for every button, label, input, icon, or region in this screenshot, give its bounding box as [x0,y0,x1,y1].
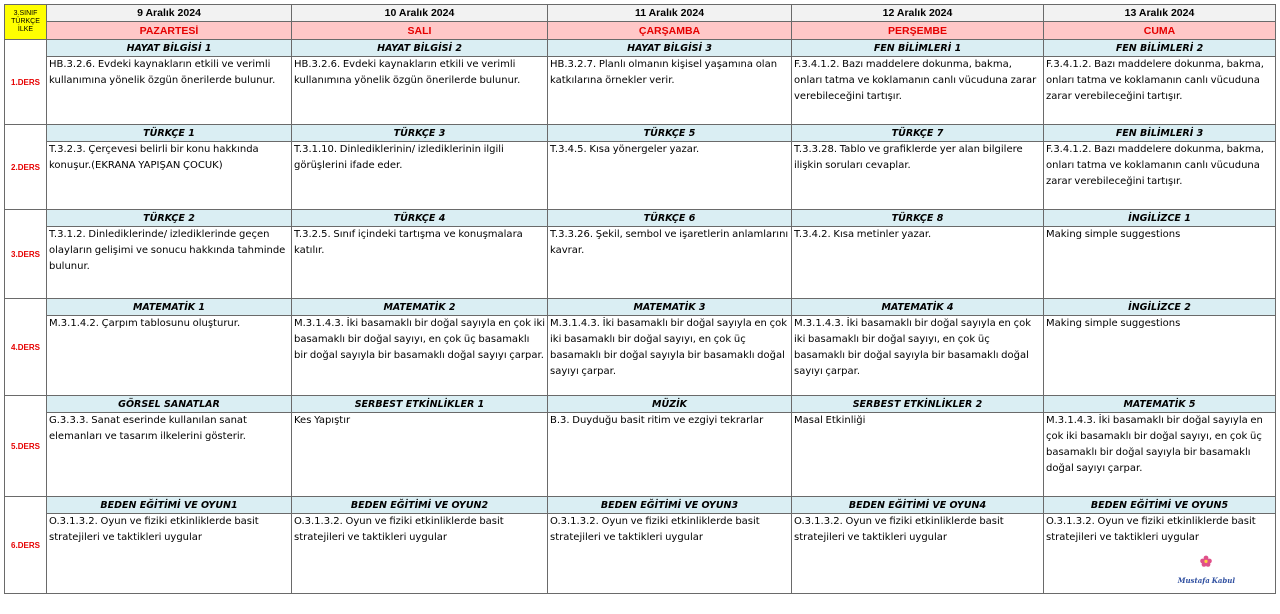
subject-title: SERBEST ETKİNLİKLER 1 [292,396,548,413]
subject-title: MATEMATİK 2 [292,299,548,316]
objective-text: T.3.4.5. Kısa yönergeler yazar. [548,142,792,210]
class-label-line2: TÜRKÇE [11,18,40,25]
date-header-wednesday: 11 Aralık 2024 [548,5,792,22]
objective-text: B.3. Duyduğu basit ritim ve ezgiyi tekrarlar [548,413,792,497]
objective-text: T.3.1.10. Dinlediklerinin/ izlediklerinin ilgili görüşlerini ifade eder. [292,142,548,210]
subject-title: TÜRKÇE 4 [292,210,548,227]
date-header-tuesday: 10 Aralık 2024 [292,5,548,22]
subject-title: FEN BİLİMLERİ 3 [1044,125,1276,142]
date-header-monday: 9 Aralık 2024 [47,5,292,22]
subject-title: MATEMATİK 3 [548,299,792,316]
subject-title: BEDEN EĞİTİMİ VE OYUN3 [548,497,792,514]
subject-title: TÜRKÇE 1 [47,125,292,142]
subject-title: TÜRKÇE 3 [292,125,548,142]
day-name-friday: CUMA [1044,22,1276,40]
subject-title: FEN BİLİMLERİ 2 [1044,40,1276,57]
objective-text: F.3.4.1.2. Bazı maddelere dokunma, bakma, onları tatma ve koklamanın canlı vücuduna zarar verebileceğini tartışır. [792,57,1044,125]
objective-text: M.3.1.4.3. İki basamaklı bir doğal sayıyla en çok iki basamaklı bir doğal sayıyı, en çok üç basamaklı bir doğal sayıyla bir basamaklı doğal sayıyı çarpar. [792,316,1044,396]
day-name-tuesday: SALI [292,22,548,40]
objective-text: G.3.3.3. Sanat eserinde kullanılan sanat elemanları ve tasarım ilkelerini gösterir. [47,413,292,497]
date-header-friday: 13 Aralık 2024 [1044,5,1276,22]
objective-text: O.3.1.3.2. Oyun ve fiziki etkinliklerde basit stratejileri ve taktikleri uygular [548,514,792,594]
subject-title: TÜRKÇE 7 [792,125,1044,142]
subject-title: TÜRKÇE 2 [47,210,292,227]
objective-text: O.3.1.3.2. Oyun ve fiziki etkinliklerde basit stratejileri ve taktikleri uygular [292,514,548,594]
lesson-label: 1.DERS [5,40,47,125]
subject-title: TÜRKÇE 8 [792,210,1044,227]
day-name-wednesday: ÇARŞAMBA [548,22,792,40]
lesson-label: 6.DERS [5,497,47,594]
objective-cell-with-signature [1044,514,1276,594]
objective-text: M.3.1.4.2. Çarpım tablosunu oluşturur. [47,316,292,396]
subject-title: BEDEN EĞİTİMİ VE OYUN4 [792,497,1044,514]
subject-title: MÜZİK [548,396,792,413]
subject-title: BEDEN EĞİTİMİ VE OYUN1 [47,497,292,514]
lesson-label: 5.DERS [5,396,47,497]
objective-text: O.3.1.3.2. Oyun ve fiziki etkinliklerde basit stratejileri ve taktikleri uygular [792,514,1044,594]
objective-text: Masal Etkinliği [792,413,1044,497]
objective-text: M.3.1.4.3. İki basamaklı bir doğal sayıyla en çok iki basamaklı bir doğal sayıyı, en çok üç basamaklı bir doğal sayıyla bir basamaklı doğal sayıyı çarpar. [548,316,792,396]
objective-text: T.3.2.3. Çerçevesi belirli bir konu hakkında konuşur.(EKRANA YAPIŞAN ÇOCUK) [47,142,292,210]
objective-text: O.3.1.3.2. Oyun ve fiziki etkinliklerde basit stratejileri ve taktikleri uygular [1046,516,1256,543]
objective-text: T.3.3.26. Şekil, sembol ve işaretlerin anlamlarını kavrar. [548,227,792,299]
subject-title: BEDEN EĞİTİMİ VE OYUN5 [1044,497,1276,514]
objective-text: T.3.3.28. Tablo ve grafiklerde yer alan bilgilere ilişkin soruları cevaplar. [792,142,1044,210]
day-name-thursday: PERŞEMBE [792,22,1044,40]
objective-text: F.3.4.1.2. Bazı maddelere dokunma, bakma, onları tatma ve koklamanın canlı vücuduna zarar verebileceğini tartışır. [1044,142,1276,210]
objective-text: Making simple suggestions [1044,316,1276,396]
subject-title: İNGİLİZCE 2 [1044,299,1276,316]
subject-title: HAYAT BİLGİSİ 3 [548,40,792,57]
subject-title: MATEMATİK 5 [1044,396,1276,413]
subject-title: MATEMATİK 1 [47,299,292,316]
objective-text: O.3.1.3.2. Oyun ve fiziki etkinliklerde basit stratejileri ve taktikleri uygular [47,514,292,594]
flower-icon [1199,555,1213,567]
date-header-thursday: 12 Aralık 2024 [792,5,1044,22]
objective-text: HB.3.2.7. Planlı olmanın kişisel yaşamına olan katkılarına örnekler verir. [548,57,792,125]
lesson-label: 2.DERS [5,125,47,210]
subject-title: TÜRKÇE 6 [548,210,792,227]
day-name-monday: PAZARTESİ [47,22,292,40]
subject-title: HAYAT BİLGİSİ 1 [47,40,292,57]
objective-text: M.3.1.4.3. İki basamaklı bir doğal sayıyla en çok iki basamaklı bir doğal sayıyı, en çok üç basamaklı bir doğal sayıyla bir basamaklı doğal sayıyı çarpar. [1044,413,1276,497]
objective-text: T.3.4.2. Kısa metinler yazar. [792,227,1044,299]
subject-title: FEN BİLİMLERİ 1 [792,40,1044,57]
objective-text: Kes Yapıştır [292,413,548,497]
subject-title: GÖRSEL SANATLAR [47,396,292,413]
objective-text: T.3.2.5. Sınıf içindeki tartışma ve konuşmalara katılır. [292,227,548,299]
subject-title: İNGİLİZCE 1 [1044,210,1276,227]
subject-title: SERBEST ETKİNLİKLER 2 [792,396,1044,413]
objective-text: HB.3.2.6. Evdeki kaynakların etkili ve verimli kullanımına yönelik özgün önerilerde bulunur. [292,57,548,125]
objective-text: M.3.1.4.3. İki basamaklı bir doğal sayıyla en çok iki basamaklı bir doğal sayıyı, en çok üç basamaklı bir doğal sayıyla bir basamaklı doğal sayıyı çarpar. [292,316,548,396]
subject-title: BEDEN EĞİTİMİ VE OYUN2 [292,497,548,514]
subject-title: HAYAT BİLGİSİ 2 [292,40,548,57]
objective-text: HB.3.2.6. Evdeki kaynakların etkili ve verimli kullanımına yönelik özgün önerilerde bulunur. [47,57,292,125]
objective-text: T.3.1.2. Dinlediklerinde/ izlediklerinde geçen olayların gelişimi ve sonucu hakkında tahminde bulunur. [47,227,292,299]
subject-title: MATEMATİK 4 [792,299,1044,316]
objective-text: Making simple suggestions [1044,227,1276,299]
class-label-line1: 3.SINIF [13,10,38,17]
class-label-line3: İLKE [17,26,34,33]
subject-title: TÜRKÇE 5 [548,125,792,142]
objective-text: F.3.4.1.2. Bazı maddelere dokunma, bakma, onları tatma ve koklamanın canlı vücuduna zarar verebileceğini tartışır. [1044,57,1276,125]
lesson-label: 3.DERS [5,210,47,299]
weekly-plan-table [4,4,1276,594]
class-label-cell [5,5,47,40]
signature-name: Mustafa Kabul [1177,576,1235,585]
signature-logo [1178,555,1235,589]
lesson-label: 4.DERS [5,299,47,396]
